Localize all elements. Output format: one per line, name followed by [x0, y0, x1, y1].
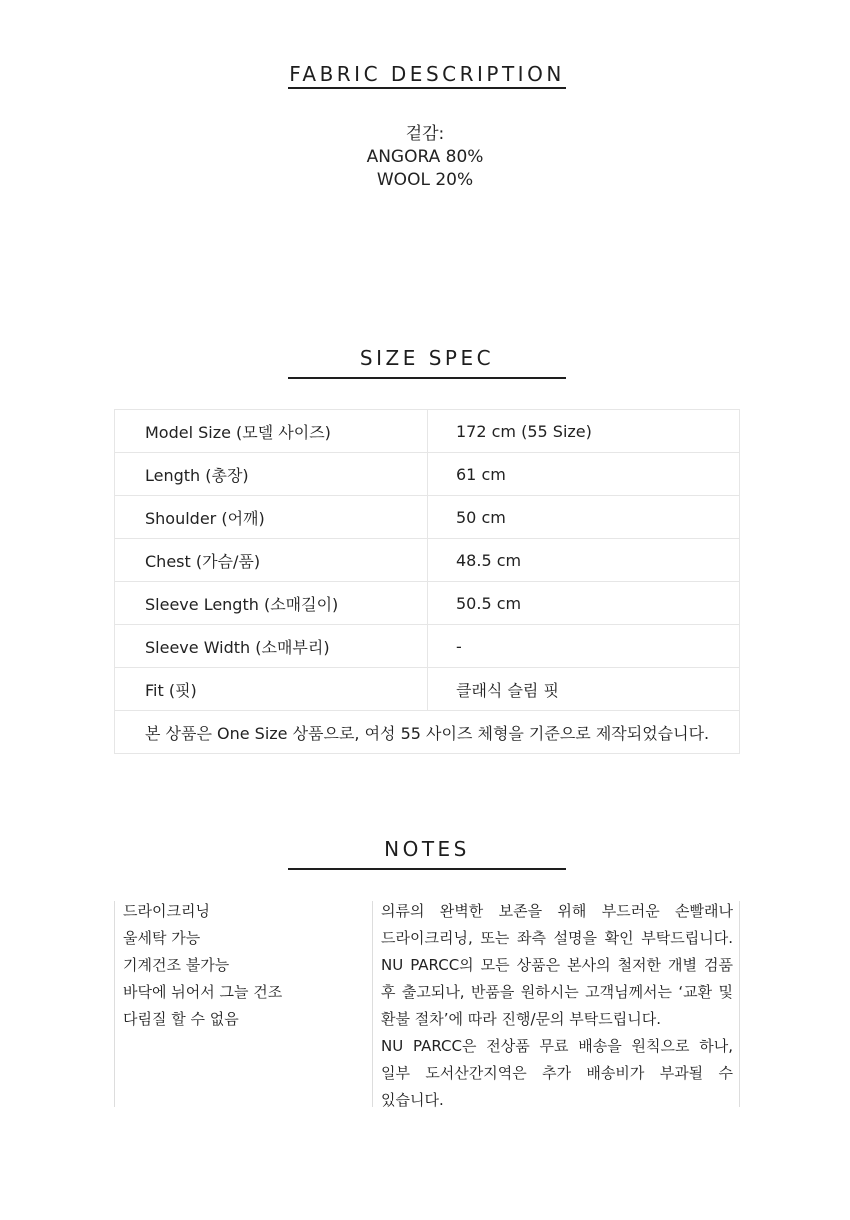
size-spec-title: SIZE SPEC [359, 346, 495, 370]
shipping-return-info [381, 898, 733, 1114]
table-note-row [115, 711, 740, 754]
info-line: 후 출고되나, 반품을 원하시는 고객님께서는 ‘교환 및 [381, 983, 733, 1001]
spec-value: 50 cm [428, 496, 740, 539]
table-row [115, 668, 740, 711]
notes-column-divider [372, 901, 373, 1107]
info-line: 일부 도서산간지역은 추가 배송비가 부과될 수 [381, 1064, 733, 1082]
spec-label: Model Size (모델 사이즈) [115, 410, 428, 453]
spec-label: Sleeve Length (소매길이) [115, 582, 428, 625]
fabric-line: ANGORA 80% [366, 147, 484, 167]
info-line: 환불 절차’에 따라 진행/문의 부탁드립니다. [381, 1010, 661, 1028]
table-row [115, 582, 740, 625]
fabric-line: WOOL 20% [376, 170, 474, 190]
spec-label: Sleeve Width (소매부리) [115, 625, 428, 668]
fabric-title-underline [288, 87, 566, 89]
care-item: 기계건조 불가능 [123, 956, 230, 974]
spec-value: 61 cm [428, 453, 740, 496]
spec-label: Fit (핏) [115, 668, 428, 711]
size-spec-note: 본 상품은 One Size 상품으로, 여성 55 사이즈 체형을 기준으로 제작되었습니다. [115, 711, 740, 754]
table-row [115, 410, 740, 453]
care-item: 울세탁 가능 [123, 929, 201, 947]
info-line: 의류의 완벽한 보존을 위해 부드러운 손빨래나 [381, 902, 733, 920]
spec-label: Chest (가슴/품) [115, 539, 428, 582]
info-line: 있습니다. [381, 1091, 444, 1109]
spec-value: - [428, 625, 740, 668]
fabric-composition [0, 123, 850, 192]
fabric-line: 겉감: [405, 124, 445, 144]
spec-value: 172 cm (55 Size) [428, 410, 740, 453]
table-row [115, 496, 740, 539]
size-spec-title-underline [288, 377, 566, 379]
table-row [115, 453, 740, 496]
spec-label: Length (총장) [115, 453, 428, 496]
notes-box [114, 901, 740, 1107]
care-item: 드라이크리닝 [123, 902, 210, 920]
info-line: 드라이크리닝, 또는 좌측 설명을 확인 부탁드립니다. [381, 929, 733, 947]
spec-value: 48.5 cm [428, 539, 740, 582]
care-item: 바닥에 뉘어서 그늘 건조 [123, 983, 283, 1001]
table-row [115, 625, 740, 668]
spec-label: Shoulder (어깨) [115, 496, 428, 539]
info-line: NU PARCC의 모든 상품은 본사의 철저한 개별 검품 [381, 956, 733, 974]
spec-value: 클래식 슬림 핏 [428, 668, 740, 711]
table-row [115, 539, 740, 582]
notes-title-underline [288, 868, 566, 870]
care-item: 다림질 할 수 없음 [123, 1010, 239, 1028]
info-line: NU PARCC은 전상품 무료 배송을 원칙으로 하나, [381, 1037, 733, 1055]
notes-title: NOTES [384, 837, 470, 861]
fabric-description-title: FABRIC DESCRIPTION [289, 62, 565, 86]
spec-value: 50.5 cm [428, 582, 740, 625]
size-spec-table [114, 409, 740, 754]
care-instructions [123, 898, 373, 1033]
